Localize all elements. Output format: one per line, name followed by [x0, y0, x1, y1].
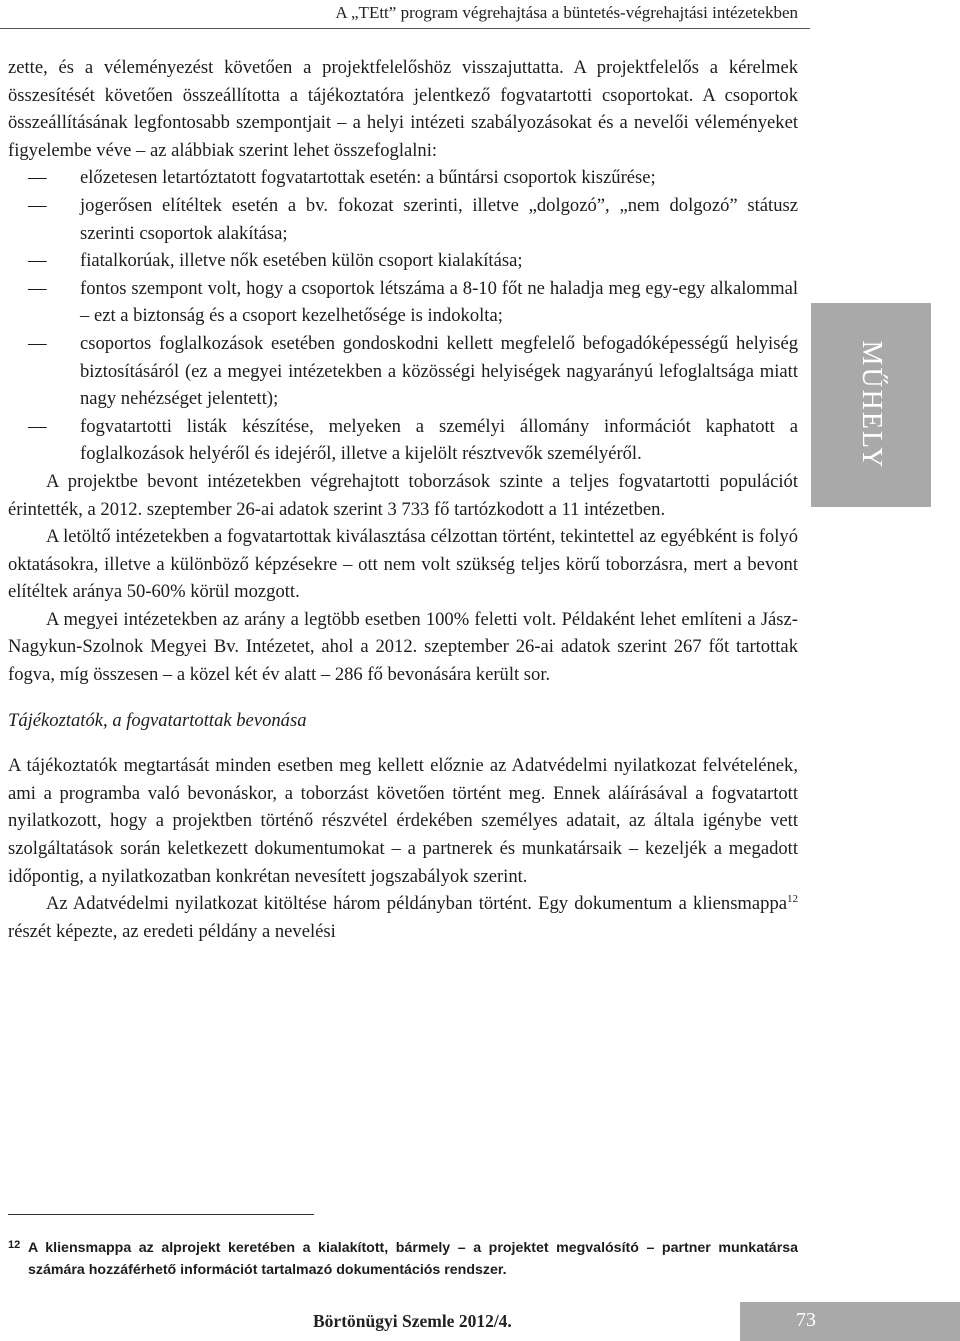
- section-side-tab: [811, 303, 931, 507]
- dash-marker: —: [28, 167, 47, 189]
- list-item-text: előzetesen letartóztatott fogvatartottak esetén: a bűntársi csoportok kiszűrése;: [80, 167, 656, 189]
- dash-marker: —: [28, 415, 47, 437]
- journal-title: Börtönügyi Szemle 2012/4.: [313, 1311, 512, 1331]
- running-title: A „TEtt” program végrehajtása a büntetés-végrehajtási intézetekben: [335, 3, 798, 22]
- list-item-text: csoportos foglalkozások esetében gondoskodni kellett megfelelő befogadóképességű helyiség biztosításáról (ez a megyei intézetekben a közösségi helyiségek nagyarányú lefoglaltsága miatt nagy nehézséget jelentett);: [80, 332, 798, 410]
- side-tab-label: MŰHELY: [856, 340, 887, 470]
- section-title: Tájékoztatók, a fogvatartottak bevonása: [8, 709, 307, 731]
- paragraph-6-start: Az Adatvédelmi nyilatkozat kitöltése három példányban történt. Egy dokumentum a kliensmappa: [46, 893, 787, 915]
- list-item-text: jogerősen elítéltek esetén a bv. fokozat szerinti, illetve „dolgozó”, „nem dolgozó” státusz szerinti csoportok alakítása;: [80, 194, 798, 244]
- list-item: [8, 275, 798, 330]
- list-item: [8, 192, 798, 247]
- footnote-reference[interactable]: 12: [787, 893, 798, 906]
- dash-marker: —: [28, 332, 47, 354]
- paragraph-6: [8, 890, 798, 945]
- list-item: [8, 247, 798, 275]
- dash-marker: —: [28, 277, 47, 299]
- paragraph-2: A projektbe bevont intézetekben végrehajtott toborzások szinte a teljes fogvatartotti populációt érintették, a 2012. szeptember 26-ai adatok szerint 3 733 fő tartózkodott a 11 intézetben.: [8, 470, 798, 520]
- footnote-text: A kliensmappa az alprojekt keretében a kialakított, bármely – a projektet megvalósító – partner munkatársa számára hozzáférhető információt tartalmazó dokumentációs rendszer.: [28, 1240, 798, 1278]
- list-item: [8, 330, 798, 413]
- list-item: [8, 164, 798, 192]
- paragraph-3: A letöltő intézetekben a fogvatartottak kiválasztása célzottan történt, tekintettel az egyébként is folyó oktatásokra, illetve a különböző képzésekre – ott nem volt szükség teljes körű toborzásra, mert a bevont elítéltek aránya 50-60% körül mozgott.: [8, 526, 798, 603]
- dash-marker: —: [28, 250, 47, 272]
- paragraph-5: A tájékoztatók megtartását minden esetben meg kellett előznie az Adatvédelmi nyilatkozat felvételének, ami a programba való bevonáskor, a toborzást követően történt meg. Ennek aláírásával a fogvatartott nyilatkozott, hogy a projektben történő részvétel érdekében személyes adatait, az általa igénybe vett szolgáltatások során keletkezett dokumentumokat – a partnerek és munkatársaik – kezeljék a megadott időpontig, a nyilatkozatban konkrétan nevesített jogszabályok szerint.: [8, 755, 798, 887]
- dash-marker: —: [28, 194, 47, 216]
- header-rule: [0, 28, 810, 29]
- list-item-text: fontos szempont volt, hogy a csoportok létszáma a 8-10 főt ne haladja meg egy-egy alkalommal – ezt a biztonság és a csoport kezelhetősége is indokolta;: [80, 277, 798, 327]
- list-item: [8, 413, 798, 468]
- running-header: [0, 0, 960, 30]
- paragraph-6-end: részét képezte, az eredeti példány a nevelési: [8, 920, 336, 942]
- page-number: 73: [796, 1309, 816, 1331]
- list-item-text: fiatalkorúak, illetve nők esetében külön csoport kialakítása;: [80, 250, 523, 272]
- footnote: [8, 1238, 798, 1281]
- footnote-number: 12: [8, 1239, 21, 1251]
- list-item-text: fogvatartotti listák készítése, melyeken a személyi állomány információt kaphatott a foglalkozások helyéről és idejéről, illetve a kijelölt résztvevők személyéről.: [80, 415, 798, 465]
- footnote-rule: [8, 1214, 314, 1215]
- criteria-list: [8, 164, 798, 468]
- paragraph-4: A megyei intézetekben az arány a legtöbb esetben 100% feletti volt. Példaként lehet említeni a Jász-Nagykun-Szolnok Megyei Bv. Intézetet, ahol a 2012. szeptember 26-ai adatok szerint 267 főt tartottak fogva, míg összesen – a közel két év alatt – 286 fő bevonására került sor.: [8, 608, 798, 686]
- paragraph-1: zette, és a véleményezést követően a projektfelelőshöz visszajuttatta. A projektfelelős a kérelmek összesítését követően összeállította a tájékoztatóra jelentkező fogvatartotti csoportokat. A csoportok összeállításának legfontosabb szempontjait – a helyi intézeti szabályozásokat és a nevelői véleményeket figyelembe véve – az alábbiak szerint lehet összefoglalni:: [8, 57, 798, 161]
- main-text: [8, 54, 798, 945]
- page-number-box: [740, 1302, 960, 1341]
